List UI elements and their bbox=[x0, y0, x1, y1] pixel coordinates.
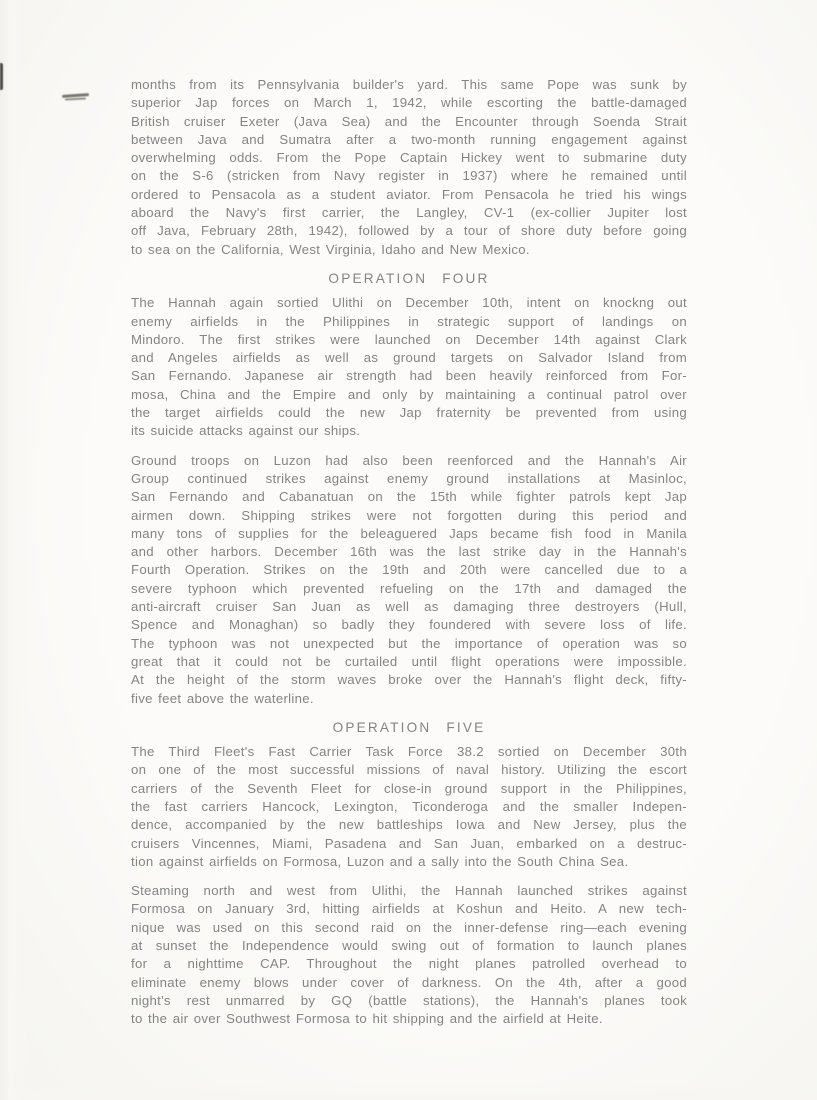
text-line: five feet above the waterline. bbox=[131, 690, 314, 706]
text-line: The Hannah again sortied Ulithi on December 10th, intent on knockng out bbox=[131, 295, 687, 311]
text-line: aboard the Navy's first carrier, the Langley, CV-1 (ex-collier Jupiter lost bbox=[131, 205, 687, 221]
text-line: Formosa on January 3rd, hitting airfields at Koshun and Heito. A new tech- bbox=[131, 901, 687, 917]
text-line: to the air over Southwest Formosa to hit shipping and the airfield at Heite. bbox=[131, 1011, 603, 1027]
text-line: superior Jap forces on March 1, 1942, while escorting the battle-damaged bbox=[131, 95, 687, 111]
text-line: its suicide attacks against our ships. bbox=[131, 423, 361, 439]
pencil-smudge bbox=[62, 91, 89, 102]
text-line: carriers of the Seventh Fleet for close-in ground support in the Philippines, bbox=[131, 780, 687, 796]
text-line: Mindoro. The first strikes were launched on December 14th against Clark bbox=[131, 331, 687, 347]
text-line: Spence and Monaghan) so badly they foundered with severe loss of life. bbox=[131, 617, 687, 633]
text-line: At the height of the storm waves broke over the Hannah's flight deck, fifty- bbox=[131, 672, 687, 688]
text-line: mosa, China and the Empire and only by maintaining a continual patrol over bbox=[131, 386, 687, 402]
text-line: British cruiser Exeter (Java Sea) and the Encounter through Soenda Strait bbox=[131, 113, 687, 129]
text-block bbox=[131, 76, 687, 1029]
text-line: overwhelming odds. From the Pope Captain Hickey went to submarine duty bbox=[131, 150, 687, 166]
text-line: tion against airfields on Formosa, Luzon and a sally into the South China Sea. bbox=[131, 853, 629, 869]
text-line: the target airfields could the new Jap fraternity be prevented from using bbox=[131, 405, 687, 421]
text-line: dence, accompanied by the new battleships Iowa and New Jersey, plus the bbox=[131, 817, 687, 833]
text-line: between Java and Sumatra after a two-month running engagement against bbox=[131, 131, 687, 147]
text-line: cruisers Vincennes, Miami, Pasadena and San Juan, embarked on a destruc- bbox=[131, 835, 687, 851]
text-line: to sea on the California, West Virginia, Idaho and New Mexico. bbox=[131, 241, 530, 257]
text-line: months from its Pennsylvania builder's yard. This same Pope was sunk by bbox=[131, 77, 687, 92]
text-line: San Fernando and Cabanatuan on the 15th while fighter patrols kept Jap bbox=[131, 489, 687, 505]
paragraph bbox=[131, 76, 687, 259]
text-line: and other harbors. December 16th was the last strike day in the Hannah's bbox=[131, 544, 687, 560]
text-line: on one of the most successful missions of naval history. Utilizing the escort bbox=[131, 762, 687, 778]
text-line: on the S-6 (stricken from Navy register in 1937) where he remained until bbox=[131, 168, 687, 184]
text-line: at sunset the Independence would swing out of formation to launch planes bbox=[131, 938, 687, 954]
paragraph bbox=[131, 294, 687, 440]
text-line: enemy airfields in the Philippines in strategic support of landings on bbox=[131, 313, 687, 329]
text-line: nique was used on this second raid on the inner-defense ring—each evening bbox=[131, 919, 687, 935]
text-line: The typhoon was not unexpected but the importance of operation was so bbox=[131, 635, 687, 651]
text-line: off Java, February 28th, 1942), followed by a tour of shore duty before going bbox=[131, 223, 687, 239]
text-line: for a nighttime CAP. Throughout the night planes patrolled overhead to bbox=[131, 956, 687, 972]
text-line: great that it could not be curtailed until flight operations were impossible. bbox=[131, 653, 687, 669]
text-line: anti-aircraft cruiser San Juan as well as damaging three destroyers (Hull, bbox=[131, 599, 687, 615]
section-heading: OPERATION FOUR bbox=[328, 270, 490, 286]
section-heading: OPERATION FIVE bbox=[332, 719, 486, 735]
text-line: the fast carriers Hancock, Lexington, Ticonderoga and the smaller Indepen- bbox=[131, 798, 687, 814]
text-line: night's rest unmarred by GQ (battle stations), the Hannah's planes took bbox=[131, 992, 687, 1008]
text-line: Fourth Operation. Strikes on the 19th and 20th were cancelled due to a bbox=[131, 562, 687, 578]
text-line: many tons of supplies for the beleaguered Japs became fish food in Manila bbox=[131, 525, 687, 541]
text-line: Steaming north and west from Ulithi, the Hannah launched strikes against bbox=[131, 883, 687, 899]
paragraph bbox=[131, 882, 687, 1028]
text-line: severe typhoon which prevented refueling on the 17th and damaged the bbox=[131, 580, 687, 596]
text-line: The Third Fleet's Fast Carrier Task Force 38.2 sortied on December 30th bbox=[131, 744, 687, 760]
text-line: Group continued strikes against enemy ground installations at Masinloc, bbox=[131, 470, 687, 486]
text-line: San Fernando. Japanese air strength had been heavily reinforced from For- bbox=[131, 368, 687, 384]
text-line: ordered to Pensacola as a student aviator. From Pensacola he tried his wings bbox=[131, 186, 687, 202]
paragraph bbox=[131, 452, 687, 708]
text-line: eliminate enemy blows under cover of darkness. On the 4th, after a good bbox=[131, 974, 687, 990]
text-line: Ground troops on Luzon had also been reenforced and the Hannah's Air bbox=[131, 452, 687, 468]
pencil-smudge-stroke bbox=[65, 97, 86, 100]
paragraph bbox=[131, 743, 687, 871]
text-line: airmen down. Shipping strikes were not forgotten during this period and bbox=[131, 507, 687, 523]
text-line: and Angeles airfields as well as ground targets on Salvador Island from bbox=[131, 350, 687, 366]
scan-edge-mark bbox=[0, 63, 3, 90]
